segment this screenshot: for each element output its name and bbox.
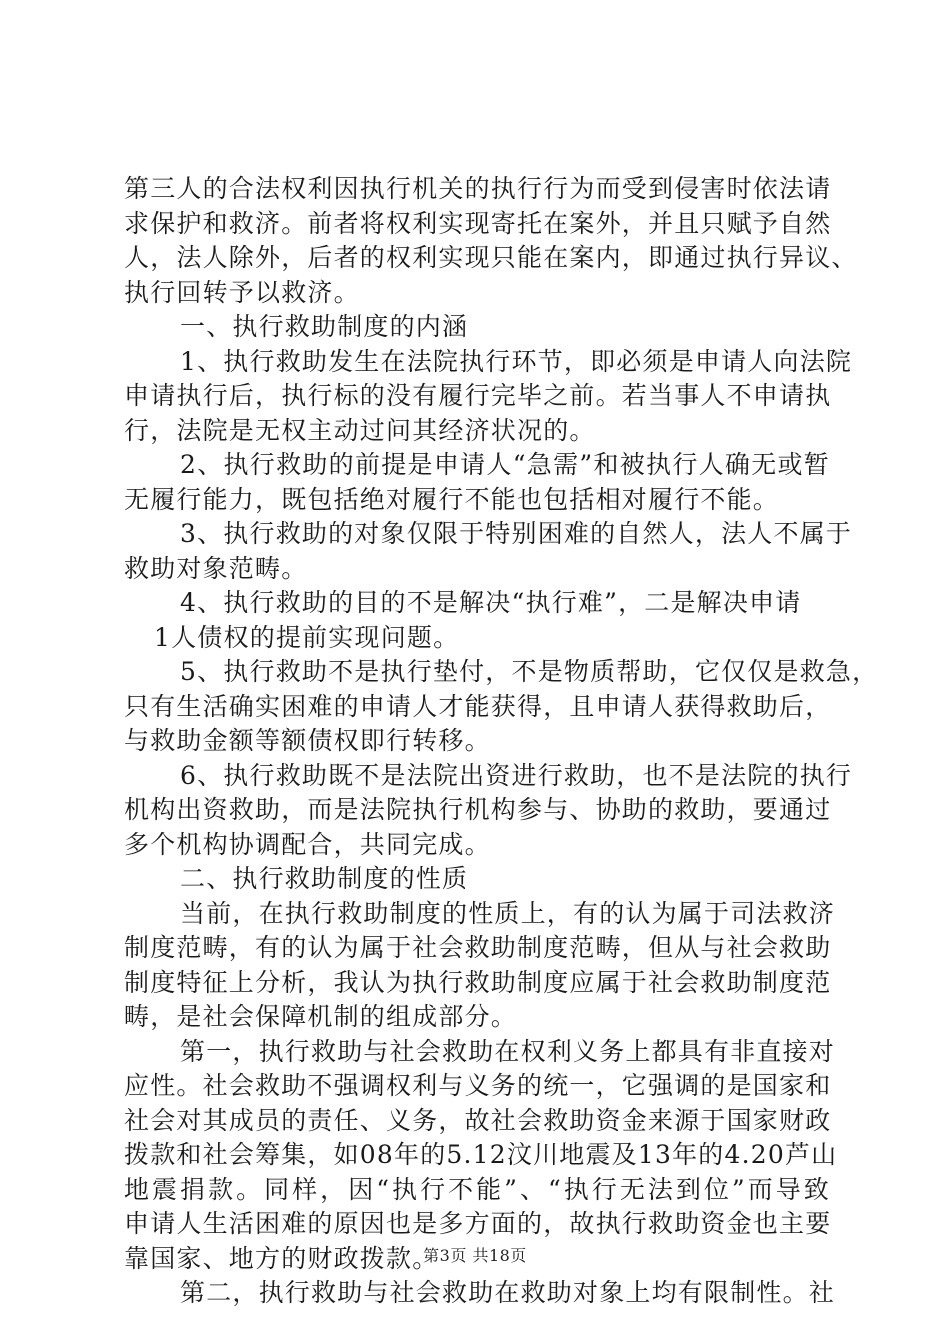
text-line: 救助对象范畴。 (124, 553, 308, 583)
text-line: 机构出资救助，而是法院执行机构参与、协助的救助，要通过 (124, 795, 832, 824)
text-line: 只有生活确实困难的申请人才能获得，且申请人获得救助后， (124, 691, 832, 721)
text-line: 执行回转予以救济。 (124, 277, 360, 307)
text-line: 制度特征上分析，我认为执行救助制度应属于社会救助制度范 (124, 967, 832, 997)
text-line: 6、执行救助既不是法院出资进行救助，也不是法院的执行 (180, 760, 853, 790)
text-line: 畴，是社会保障机制的组成部分。 (124, 1002, 518, 1031)
text-line: 第二，执行救助与社会救助在救助对象上均有限制性。社 (180, 1278, 836, 1307)
text-line: 4、执行救助的目的不是解决“执行难”，二是解决申请 (180, 588, 802, 617)
page-number-footer: 第3页 共18页 (423, 1246, 527, 1265)
document-body (124, 172, 879, 1311)
text-line: 行，法院是无权主动过问其经济状况的。 (124, 415, 596, 445)
text-line: 应性。社会救助不强调权利与义务的统一，它强调的是国家和 (124, 1071, 832, 1100)
text-line: 多个机构协调配合，共同完成。 (124, 829, 491, 859)
text-line: 第三人的合法权利因执行机关的执行行为而受到侵害时依法请 (124, 174, 832, 203)
text-line: 3、执行救助的对象仅限于特别困难的自然人，法人不属于 (180, 519, 853, 548)
text-line: 二、执行救助制度的性质 (180, 864, 469, 893)
text-line: 一、执行救助制度的内涵 (180, 312, 469, 341)
text-line: 2、执行救助的前提是申请人“急需”和被执行人确无或暂 (180, 450, 830, 479)
text-line: 1人债权的提前实现问题。 (154, 622, 460, 652)
text-line: 第一，执行救助与社会救助在权利义务上都具有非直接对 (180, 1036, 836, 1066)
text-line: 地震捐款。同样，因“执行不能”、“执行无法到位”而导致 (124, 1174, 830, 1204)
text-line: 无履行能力，既包括绝对履行不能也包括相对履行不能。 (124, 484, 780, 514)
text-line: 申请执行后，执行标的没有履行完毕之前。若当事人不申请执 (124, 381, 832, 410)
text-line: 5、执行救助不是执行垫付，不是物质帮助，它仅仅是救急， (180, 657, 879, 686)
text-line: 拨款和社会筹集，如08年的5.12汶川地震及13年的4.20芦山 (124, 1140, 838, 1169)
text-line: 与救助金额等额债权即行转移。 (124, 726, 491, 755)
text-line: 1、执行救助发生在法院执行环节，即必须是申请人向法院 (180, 346, 853, 376)
text-line: 当前，在执行救助制度的性质上，有的认为属于司法救济 (180, 898, 836, 928)
text-line: 制度范畴，有的认为属于社会救助制度范畴，但从与社会救助 (124, 933, 832, 962)
text-line: 人，法人除外，后者的权利实现只能在案内，即通过执行异议、 (124, 243, 858, 272)
text-line: 求保护和救济。前者将权利实现寄托在案外，并且只赋予自然 (124, 208, 832, 238)
text-line: 靠国家、地方的财政拨款。 (124, 1243, 439, 1273)
text-line: 社会对其成员的责任、义务，故社会救助资金来源于国家财政 (124, 1105, 832, 1135)
text-line: 申请人生活困难的原因也是多方面的，故执行救助资金也主要 (124, 1209, 832, 1238)
